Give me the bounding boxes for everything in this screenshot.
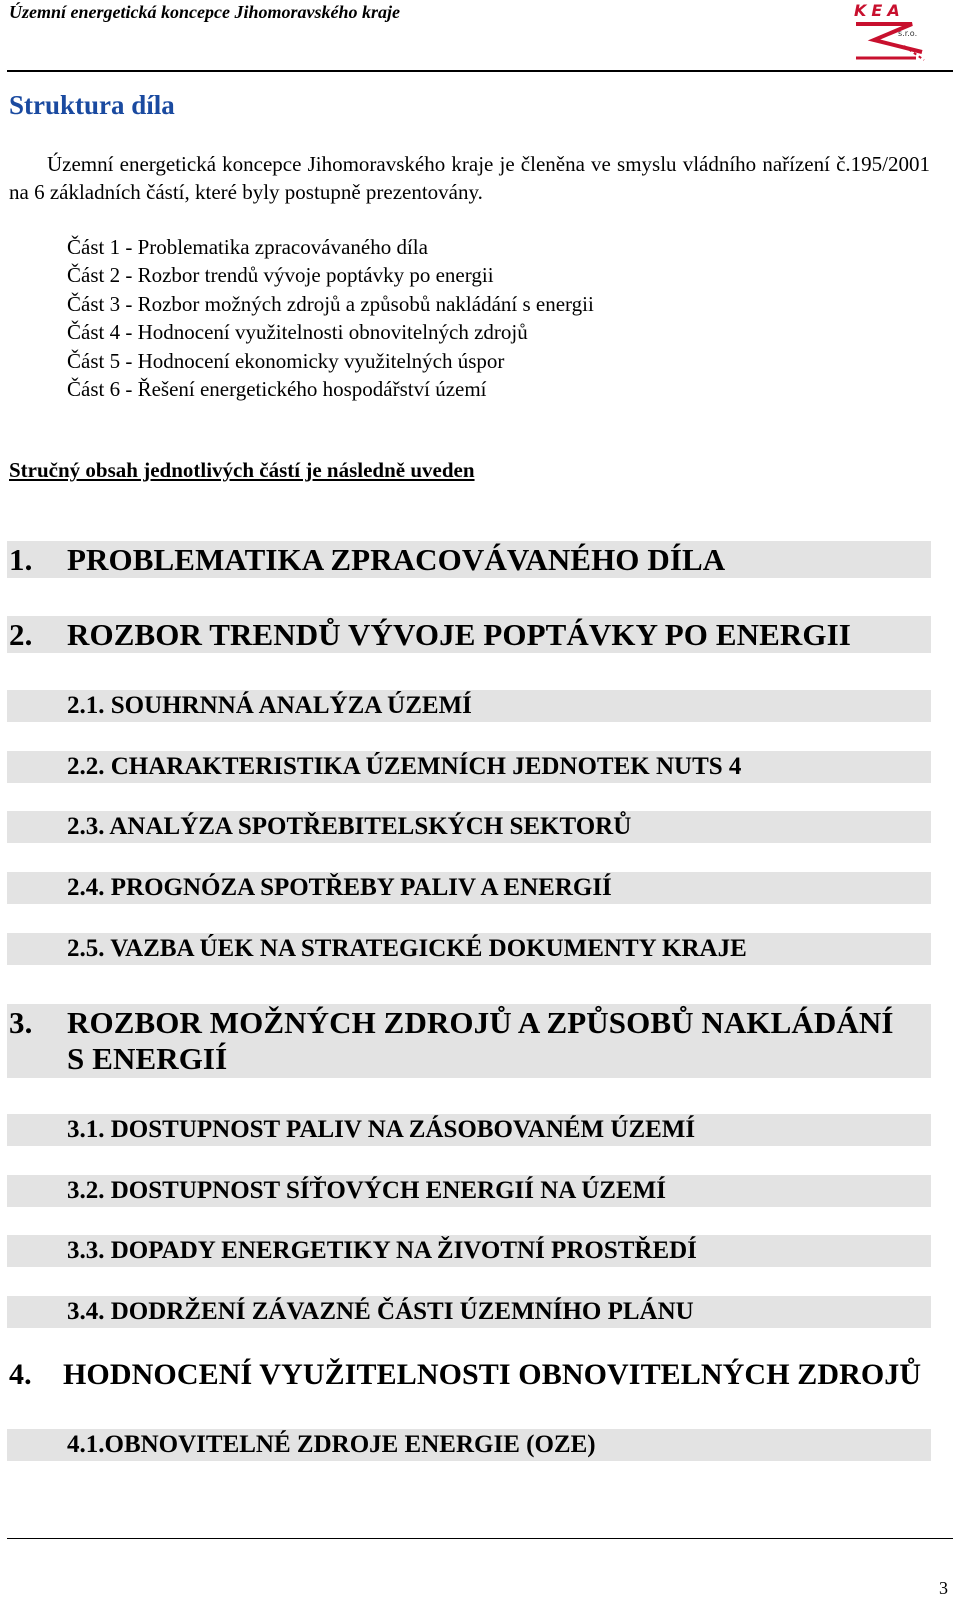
header-rule [7,70,953,72]
section-2-heading [9,617,929,653]
subsection-heading: 2.5. VAZBA ÚEK NA STRATEGICKÉ DOKUMENTY KRAJE [67,935,747,962]
logo-subtext: s.r.o. [898,29,918,38]
section-title: S ENERGIÍ [67,1041,228,1076]
intro-paragraph: Územní energetická koncepce Jihomoravského kraje je členěna ve smyslu vládního nařízení č.195/2001 na 6 základních částí, které byly postupně prezentovány. [9,152,930,204]
list-item: Část 4 - Hodnocení využitelnosti obnovitelných zdrojů [67,320,528,345]
summary-heading: Stručný obsah jednotlivých částí je následně uveden [9,458,475,482]
logo-text: KEA [854,1,905,20]
list-item: Část 3 - Rozbor možných zdrojů a způsobů nakládání s energii [67,291,594,316]
subsection-heading: 4.1.OBNOVITELNÉ ZDROJE ENERGIE (OZE) [67,1431,596,1458]
list-item: Část 5 - Hodnocení ekonomicky využitelných úspor [67,348,505,373]
page-number: 3 [939,1578,948,1598]
subsection-heading: 3.4. DODRŽENÍ ZÁVAZNÉ ČÁSTI ÚZEMNÍHO PLÁNU [67,1298,694,1325]
section-3-heading [9,1005,929,1077]
subsection-heading: 2.4. PROGNÓZA SPOTŘEBY PALIV A ENERGIÍ [67,874,612,901]
list-item: Část 6 - Řešení energetického hospodářství území [67,377,487,402]
subsection-heading: 2.1. SOUHRNNÁ ANALÝZA ÚZEMÍ [67,692,472,719]
section-4-heading [9,1357,949,1393]
section-number: 4. [9,1358,32,1391]
subsection-heading: 2.3. ANALÝZA SPOTŘEBITELSKÝCH SEKTORŮ [67,813,632,840]
section-number: 2. [9,617,33,652]
subsection-heading: 3.1. DOSTUPNOST PALIV NA ZÁSOBOVANÉM ÚZEMÍ [67,1116,696,1143]
subsection-heading: 3.3. DOPADY ENERGETIKY NA ŽIVOTNÍ PROSTŘEDÍ [67,1237,697,1264]
section-heading: Struktura díla [9,90,175,120]
kea-logo [852,0,934,68]
footer-rule [7,1538,953,1539]
subsection-heading: 2.2. CHARAKTERISTIKA ÚZEMNÍCH JEDNOTEK NUTS 4 [67,753,742,780]
section-number: 3. [9,1005,33,1040]
subsection-heading: 3.2. DOSTUPNOST SÍŤOVÝCH ENERGIÍ NA ÚZEMÍ [67,1177,666,1204]
list-item: Část 2 - Rozbor trendů vývoje poptávky po energii [67,263,494,288]
section-title: ROZBOR TRENDŮ VÝVOJE POPTÁVKY PO ENERGII [67,617,851,652]
section-title: HODNOCENÍ VYUŽITELNOSTI OBNOVITELNÝCH ZDROJŮ [63,1358,922,1391]
list-item: Část 1 - Problematika zpracovávaného díla [67,235,428,259]
parts-list [67,233,594,403]
section-number: 1. [9,542,33,577]
section-title: ROZBOR MOŽNÝCH ZDROJŮ A ZPŮSOBŮ NAKLÁDÁNÍ [67,1005,894,1040]
section-1-heading [9,542,929,578]
section-title: PROBLEMATIKA ZPRACOVÁVANÉHO DÍLA [67,542,726,577]
running-header-title: Územní energetická koncepce Jihomoravského kraje [9,2,400,22]
